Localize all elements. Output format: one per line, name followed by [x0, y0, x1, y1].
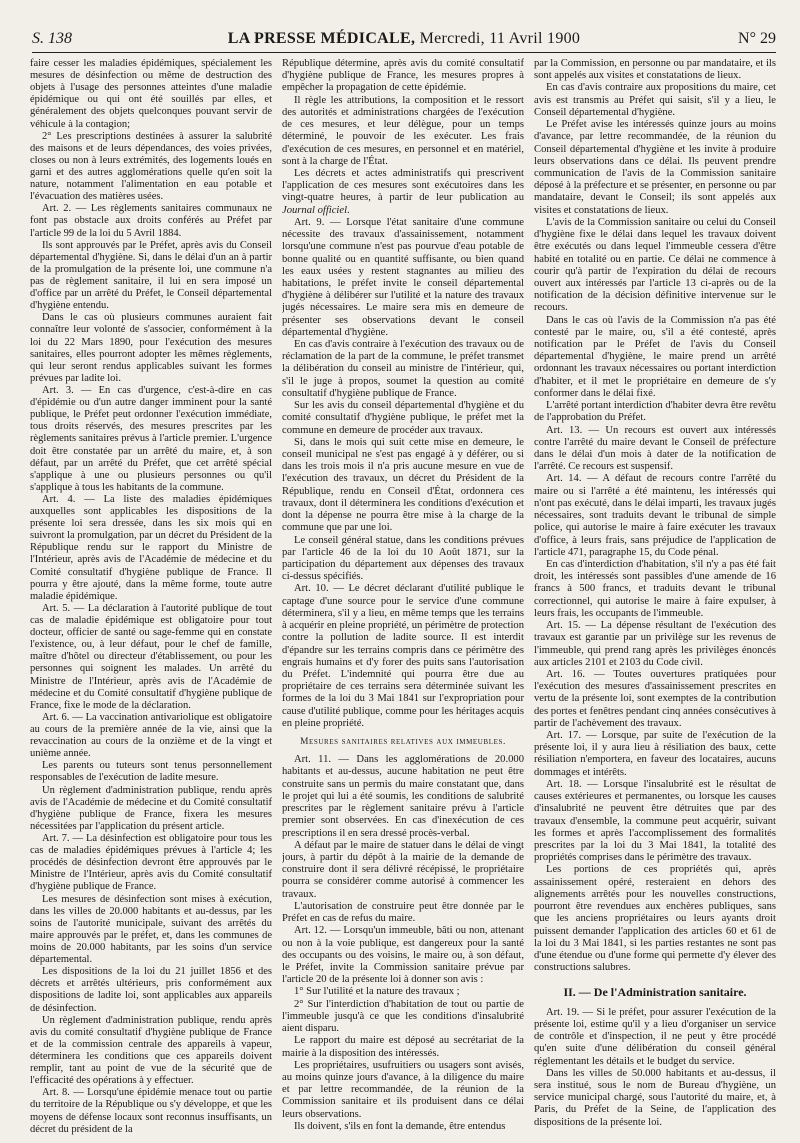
- article-paragraph: par la Commission, en personne ou par mandataire, et ils sont appelés aux visites et constatations de lieux.: [534, 58, 776, 82]
- masthead: [32, 30, 776, 48]
- article-paragraph: L'arrêté portant interdiction d'habiter devra être revêtu de l'approbation du Préfet.: [534, 400, 776, 424]
- column-3: [534, 58, 776, 1139]
- article-paragraph: Art. 3. — En cas d'urgence, c'est-à-dire en cas d'épidémie ou d'un autre danger imminent pour la santé publique, le Préfet peut ordonner l'exécution immédiate, tous droits réservés, des mesures prescrites par les règlements sanitaires prévus à l'article premier. L'urgence doit être constatée par un arrêté du maire, et, à son défaut, par un arrêté du Préfet, que cet arrêté spécial s'applique à une ou plusieurs personnes ou qu'il s'applique à tous les habitants de la commune.: [30, 384, 272, 493]
- article-paragraph: Dans les villes de 50.000 habitants et au-dessus, il sera institué, sous le nom de Bureau d'hygiène, un service municipal chargé, sous l'autorité du maire, et, à Paris, du Préfet de la Seine, de l'application des dispositions de la présente loi.: [534, 1067, 776, 1128]
- article-paragraph: Art. 2. — Les règlements sanitaires communaux ne font pas obstacle aux droits conférés au Préfet par l'article 99 de la loi du 5 Avril 1884.: [30, 203, 272, 239]
- article-paragraph: Art. 9. — Lorsque l'état sanitaire d'une commune nécessite des travaux d'assainissement, notamment lorsqu'une commune n'est pas pourvue d'eau potable de bonne qualité ou en quantité suffisante, ou bien quand les eaux usées y restent stagnantes au milieu des habitations, le préfet invite le conseil départemental d'hygiène à délibérer sur l'utilité et la nature des travaux jugés nécessaires. Le maire sera mis en demeure de présenter ses observations devant le conseil départemental d'hygiène.: [282, 216, 524, 338]
- article-paragraph: Art. 6. — La vaccination antivariolique est obligatoire au cours de la première année de la vie, ainsi que la revaccination au cours de la onzième et de la vingt et unième année.: [30, 711, 272, 760]
- article-paragraph: Le rapport du maire est déposé au secrétariat de la mairie à la disposition des intéressés.: [282, 1035, 524, 1059]
- article-paragraph: République détermine, après avis du comité consultatif d'hygiène publique de France, les mesures propres à empêcher la propagation de cette épidémie.: [282, 58, 524, 94]
- article-paragraph: Art. 4. — La liste des maladies épidémiques auxquelles sont applicables les dispositions de la présente loi sera dressée, dans les six mois qui en suivront la promulgation, par un décret du Président de la République rendu sur le rapport du Ministre de l'Intérieur, après avis de l'Académie de médecine et du Comité consultatif d'hygiène publique de France. Il pourra y être ajouté, dans la même forme, toute autre maladie épidémique.: [30, 493, 272, 602]
- article-paragraph: En cas d'avis contraire aux propositions du maire, cet avis est transmis au Préfet qui saisit, s'il y a lieu, le Conseil départemental d'hygiène.: [534, 82, 776, 118]
- article-paragraph: Dans le cas où l'avis de la Commission n'a pas été contesté par le maire, ou, s'il a été contesté, après notification par le Préfet de l'avis du Conseil départemental d'hygiène, le maire prend un arrêté ordonnant les travaux nécessaires ou portant interdiction d'habiter, et il met le propriétaire en demeure de s'y conformer dans le délai fixé.: [534, 314, 776, 399]
- article-paragraph: Art. 7. — La désinfection est obligatoire pour tous les cas de maladies épidémiques prévues à l'article 4; les procédés de désinfection devront être approuvés par le Ministre de l'Intérieur, après avis du Comité consultatif d'hygiène publique de France.: [30, 833, 272, 893]
- article-paragraph: Art. 10. — Le décret déclarant d'utilité publique le captage d'une source pour le service d'une commune déterminera, s'il y a lieu, en même temps que les terrains à acquérir en pleine propriété, un périmètre de protection contre la pollution de ladite source. Il est interdit d'épandre sur les terrains compris dans ce périmètre des engrais humains et d'y forer des puits sans l'autorisation du Préfet. L'indemnité qui pourra être due au propriétaire de ces terrains sera déterminée suivant les formes de la loi du 3 Mai 1841 sur l'expropriation pour cause d'utilité publique, comme pour les héritages acquis en pleine propriété.: [282, 583, 524, 729]
- article-paragraph: 2° Les prescriptions destinées à assurer la salubrité des maisons et de leurs dépendances, des voies privées, closes ou non à leurs extrémités, des logements loués en garni et des autres agglomérations quelle qu'en soit la nature, notamment l'alimentation en eau potable et l'évacuation des matières usées.: [30, 130, 272, 203]
- article-paragraph: Art. 12. — Lorsqu'un immeuble, bâti ou non, attenant ou non à la voie publique, est dangereux pour la santé des occupants ou des voisins, le maire ou, à son défaut, le Préfet, invite la Commission sanitaire prévue par l'article 20 de la présente loi à donner son avis :: [282, 925, 524, 986]
- article-paragraph: Art. 11. — Dans les agglomérations de 20.000 habitants et au-dessus, aucune habitation ne peut être construite sans un permis du maire constatant que, dans le projet qui lui a été soumis, les conditions de salubrité prescrites par le règlement sanitaire prévu à l'article premier sont observées. En cas d'inexécution de ces prescriptions il en sera dressé procès-verbal.: [282, 754, 524, 839]
- article-paragraph: En cas d'avis contraire à l'exécution des travaux ou de réclamation de la part de la commune, le préfet transmet la délibération du conseil au ministre de l'intérieur, qui, s'il le juge à propos, soumet la question au comité consultatif d'hygiène publique de France.: [282, 339, 524, 399]
- page-header: [32, 28, 776, 54]
- article-paragraph: Art. 5. — La déclaration à l'autorité publique de tout cas de maladie épidémique est obligatoire pour tout docteur, officier de santé ou sage-femme qui en constate l'existence, ou, à leur défaut, pour le chef de famille, maître d'hôtel ou directeur d'établissement, ou pour les personnes qui soignent les malades. Un arrêté du Ministre de l'Intérieur, après avis de l'Académie de médecine et du Comité consultatif d'hygiène publique de France, fixe le mode de la déclaration.: [30, 602, 272, 711]
- article-paragraph: 1° Sur l'utilité et la nature des travaux ;: [294, 986, 460, 998]
- article-paragraph: Dans le cas où plusieurs communes auraient fait connaître leur volonté de s'associer, conformément à la loi du 22 Mars 1890, pour l'exécution des mesures sanitaires, elles pourront adopter les mêmes règlements, qui leur seront rendus applicables suivant les formes prévues par ladite loi.: [30, 312, 272, 384]
- article-paragraph: Sur les avis du conseil départemental d'hygiène et du comité consultatif d'hygiène publique, le préfet met la commune en demeure de procéder aux travaux.: [282, 400, 524, 436]
- article-paragraph: Art. 17. — Lorsque, par suite de l'exécution de la présente loi, il y aura lieu à résiliation des baux, cette résiliation n'emportera, en faveur des locataires, aucuns dommages et intérêts.: [534, 730, 776, 778]
- article-paragraph: Un règlement d'administration publique, rendu après avis de l'Académie de médecine et du Comité consultatif d'hygiène publique de France, fixera les mesures nécessitées par l'application du présent article.: [30, 784, 272, 832]
- article-paragraph: Ils doivent, s'ils en font la demande, être entendus: [294, 1120, 506, 1132]
- article-paragraph: Art. 13. — Un recours est ouvert aux intéressés contre l'arrêté du maire devant le Conseil de préfecture dans le délai d'un mois à dater de la notification de l'arrêté. Ce recours est suspensif.: [534, 424, 776, 473]
- article-paragraph: Les portions de ces propriétés qui, après assainissement opéré, resteraient en dehors des alignements arrêtés pour les nouvelles constructions, pourront être revendues aux enchères publiques, sans que les anciens propriétaires ou leurs ayants droit puissent demander l'application des articles 60 et 61 de la loi du 3 Mai 1841, si les parties restantes ne sont pas d'une étendue ou d'une forme qui permette d'y élever des constructions salubres.: [534, 864, 776, 974]
- article-paragraph: En cas d'interdiction d'habitation, s'il n'y a pas été fait droit, les intéressés sont passibles d'une amende de 16 francs à 500 francs, et traduits devant le tribunal correctionnel, qui autorise le maire à faire expulser, à leurs frais, les occupants de l'immeuble.: [534, 558, 776, 619]
- column-1: [30, 58, 272, 1139]
- article-paragraph: Un règlement d'administration publique, rendu après avis du comité consultatif d'hygiène publique de France et de la commission centrale des appareils à vapeur, déterminera les conditions que ces appareils doivent remplir, tant au point de vue de la sécurité que de l'efficacité des opérations à y effectuer.: [30, 1014, 272, 1087]
- issue-number: N° 29: [738, 30, 776, 47]
- article-paragraph: Les dispositions de la loi du 21 juillet 1856 et des décrets et arrêtés ultérieurs, pris conformément aux dispositions de ladite loi, sont applicables aux appareils de désinfection.: [30, 966, 272, 1014]
- article-paragraph: Art. 16. — Toutes ouvertures pratiquées pour l'exécution des mesures d'assainissement prescrites en vertu de la présente loi, sont exemptes de la contribution des portes et fenêtres pendant cinq années consécutives à partir de l'achèvement des travaux.: [534, 668, 776, 729]
- article-paragraph: Art. 8. — Lorsqu'une épidémie menace tout ou partie du territoire de la République ou s'y développe, et que les moyens de défense locaux sont reconnus insuffisants, un décret du président de la: [30, 1087, 272, 1135]
- article-paragraph: Art. 18. — Lorsque l'insalubrité est le résultat de causes extérieures et permanentes, ou lorsque les causes d'insalubrité ne peuvent être détruites que par des travaux d'ensemble, la commune peut acquérir, suivant les formes et après l'accomplissement des formalités prescrites par la loi du 3 Mai 1841, la totalité des propriétés comprises dans le périmètre des travaux.: [534, 778, 776, 864]
- article-paragraph: Il règle les attributions, la composition et le ressort des autorités et administrations chargées de l'exécution de ces mesures, et leur délègue, pour un temps déterminé, le pouvoir de les exécuter. Les frais d'exécution de ces mesures, en personnel et en matériel, sont à la charge de l'État.: [282, 94, 524, 167]
- article-paragraph: 2° Sur l'interdiction d'habitation de tout ou partie de l'immeuble jusqu'à ce que les conditions d'insalubrité aient disparu.: [282, 998, 524, 1035]
- journal-title: Journal officiel: [282, 204, 348, 216]
- publication-title: LA PRESSE MÉDICALE,: [227, 30, 416, 47]
- article-paragraph: Ils sont approuvés par le Préfet, après avis du Conseil départemental d'hygiène. Si, dans le délai d'un an à partir de la promulgation de la présente loi, une commune n'a pas de règlement sanitaire, il lui en sera imposé un d'office par un arrêté du Préfet, le Conseil départemental d'hygiène entendu.: [30, 239, 272, 312]
- article-paragraph: Art. 19. — Si le préfet, pour assurer l'exécution de la présente loi, estime qu'il y a lieu d'organiser un service de contrôle et d'inspection, il ne peut y être procédé qu'en suite d'une délibération du conseil général réglementant les détails et le budget du service.: [534, 1006, 776, 1067]
- chapter-heading: II. — De l'Administration sanitaire.: [563, 985, 747, 1000]
- page-number: S. 138: [32, 30, 72, 47]
- article-paragraph: Les parents ou tuteurs sont tenus personnellement responsables de l'exécution de ladite mesure.: [30, 760, 272, 784]
- column-2: [282, 58, 524, 1139]
- issue-date: Mercredi, 11 Avril 1900: [419, 30, 581, 47]
- article-paragraph: Les décrets et actes administratifs qui prescrivent l'application de ces mesures sont exécutoires dans les vingt-quatre heures, à partir de leur publication au Journal officiel.: [282, 167, 524, 216]
- section-heading: Mesures sanitaires relatives aux immeubles.: [300, 737, 506, 748]
- article-paragraph: L'avis de la Commission sanitaire ou celui du Conseil d'hygiène fixe le délai dans lequel les travaux doivent être exécutés ou dans lequel l'immeuble cessera d'être habité en totalité ou en partie. Ce délai ne commence à courir qu'à partir de l'expiration du délai de recours ouvert aux intéressés par l'article 13 ci-après ou de la notification de la décision définitive intervenue sur le recours.: [534, 216, 776, 314]
- article-paragraph: Le conseil général statue, dans les conditions prévues par l'article 46 de la loi du 10 Août 1871, sur la participation du département aux dépenses des travaux ci-dessus spécifiés.: [282, 534, 524, 583]
- article-paragraph: L'autorisation de construire peut être donnée par le Préfet en cas de refus du maire.: [282, 900, 524, 925]
- text-columns: [30, 58, 776, 1139]
- article-paragraph: Les propriétaires, usufruitiers ou usagers sont avisés, au moins quinze jours d'avance, à la diligence du maire et par lettre recommandée, de la réunion de la Commission sanitaire et ils produisent dans ce délai leurs observations.: [282, 1059, 524, 1120]
- article-paragraph: Art. 15. — La dépense résultant de l'exécution des travaux est garantie par un privilège sur les revenus de l'immeuble, qui prend rang après les privilèges énoncés aux articles 2101 et 2103 du Code civil.: [534, 620, 776, 668]
- article-paragraph: Les mesures de désinfection sont mises à exécution, dans les villes de 20.000 habitants et au-dessus, par les soins de l'autorité municipale, suivant des arrêtés du maire approuvés par le préfet, et, dans les communes de moins de 20.000 habitants, par les soins d'un service départemental.: [30, 893, 272, 966]
- article-paragraph: Si, dans le mois qui suit cette mise en demeure, le conseil municipal ne s'est pas engagé à y déférer, ou si dans les trois mois il n'a pris aucune mesure en vue de l'exécution des travaux, un décret du Président de la République, rendu en Conseil d'État, ordonnera ces travaux, dont il déterminera les conditions d'exécution et dont la dépense ne pourra être mise à la charge de la commune que par une loi.: [282, 436, 524, 534]
- article-paragraph: Le Préfet avise les intéressés quinze jours au moins d'avance, par lettre recommandée, de la réunion du Conseil départemental d'hygiène et les invite à produire leurs observations dans ce délai. Ils peuvent prendre communication de l'avis de la Commission sanitaire déposé à la préfecture et se présenter, en personne ou par mandataire, devant le Conseil; ils sont appelés aux visites et constatations de lieux.: [534, 119, 776, 216]
- header-rule: [32, 52, 776, 53]
- article-paragraph: Art. 14. — A défaut de recours contre l'arrêté du maire ou si l'arrêté a été maintenu, les intéressés qui n'ont pas exécuté, dans le délai imparti, les travaux jugés nécessaires, sont traduits devant le tribunal de simple police, qui autorise le maire à faire exécuter les travaux d'office, à leurs frais, sans préjudice de l'application de l'article 471, paragraphe 15, du Code pénal.: [534, 473, 776, 558]
- article-paragraph: faire cesser les maladies épidémiques, spécialement les mesures de désinfection ou même de destruction des objets à l'usage des personnes atteintes d'une maladie épidémique ou qui ont été souillés par elles, et généralement des objets quelconques pouvant servir de véhicule à la contagion;: [30, 58, 272, 130]
- article-paragraph: A défaut par le maire de statuer dans le délai de vingt jours, à partir du dépôt à la mairie de la demande de construire dont il sera délivré récépissé, le propriétaire pourra se considérer comme autorisé à commencer les travaux.: [282, 839, 524, 900]
